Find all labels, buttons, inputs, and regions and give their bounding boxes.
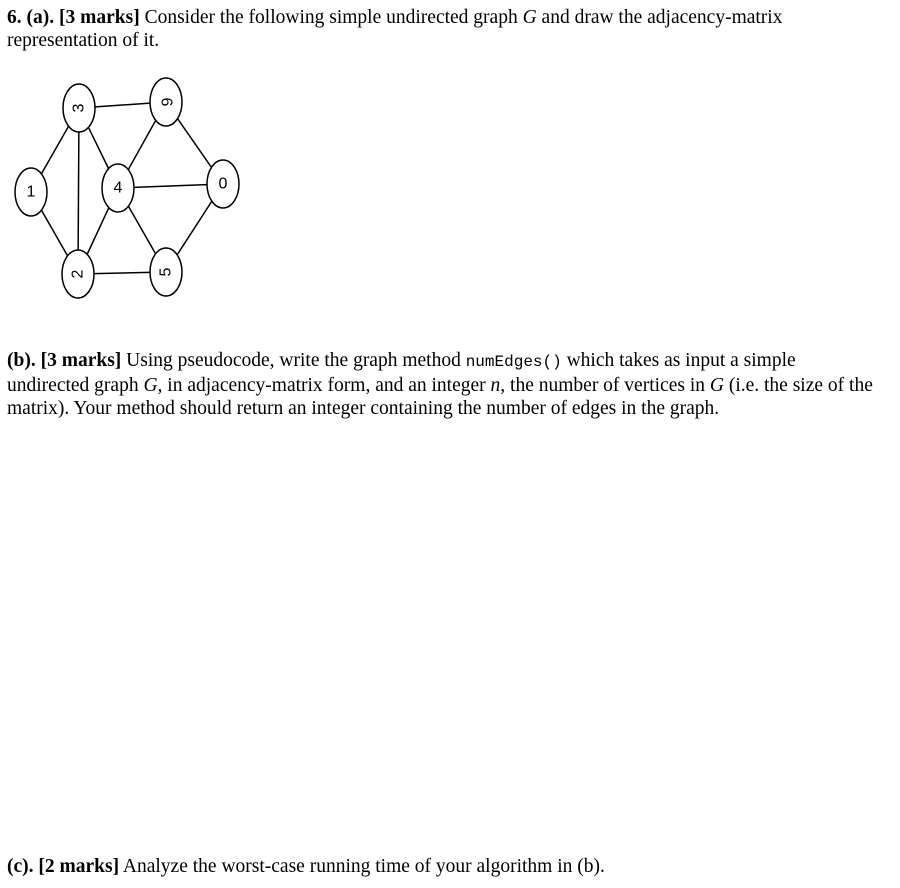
question-b-text-line2-cont3: (i.e. the size of the	[728, 375, 873, 396]
node-label-5: 5	[157, 267, 175, 277]
node-label-2: 2	[69, 269, 87, 279]
question-b-text-line2: undirected graph	[7, 375, 139, 396]
question-b-number: (b). [3 marks]	[7, 350, 122, 371]
node-0	[207, 160, 239, 208]
node-4	[102, 164, 134, 212]
node-label-4: 4	[113, 179, 123, 197]
question-a-text-line2: representation of it.	[7, 30, 160, 51]
question-a-text: Consider the following simple undirected graph	[144, 7, 518, 28]
question-c-number: (c). [2 marks]	[7, 856, 120, 877]
graph-variable-g: G,	[143, 375, 163, 396]
node-1	[15, 168, 47, 216]
method-name: numEdges()	[465, 353, 562, 371]
question-c	[7, 855, 605, 878]
question-b-text-cont: which takes as input a simple	[566, 350, 796, 371]
question-b	[7, 349, 873, 420]
question-b-text: Using pseudocode, write the graph method	[126, 350, 461, 371]
node-6	[150, 78, 182, 126]
question-a-text-cont: and draw the adjacency-matrix	[541, 7, 783, 28]
edge-3-2	[78, 108, 79, 274]
question-a-number: 6. (a). [3 marks]	[7, 7, 140, 28]
question-b-text-line2-cont2: the number of vertices in	[510, 375, 705, 396]
question-c-text: Analyze the worst-case running time of your algorithm in (b).	[122, 856, 605, 877]
graph-diagram	[0, 60, 260, 310]
node-label-0: 0	[218, 175, 228, 193]
question-a	[7, 6, 782, 52]
node-label-6: 6	[157, 97, 175, 107]
question-b-text-line2-cont: in adjacency-matrix form, and an integer	[167, 375, 486, 396]
graph-variable: G	[522, 7, 537, 28]
node-label-3: 3	[70, 103, 88, 113]
question-b-text-line3: matrix). Your method should return an integer containing the number of edges in the graph.	[7, 398, 720, 419]
node-label-1: 1	[26, 183, 36, 201]
node-3	[63, 84, 95, 132]
node-2	[62, 250, 94, 298]
graph-variable-g2: G	[709, 375, 724, 396]
node-5	[150, 248, 182, 296]
variable-n: n,	[490, 375, 506, 396]
